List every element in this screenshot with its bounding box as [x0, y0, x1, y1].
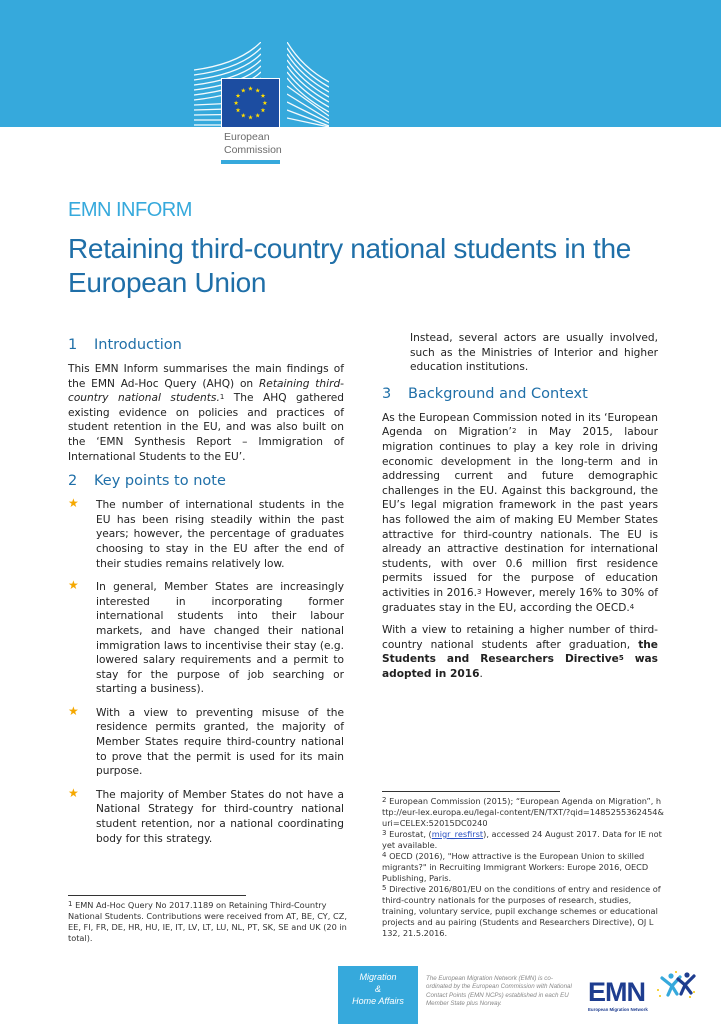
footnote-number: 1	[68, 900, 73, 908]
bold-directive-name: the Students and Researchers Directive	[382, 638, 658, 666]
section-title: Background and Context	[408, 385, 588, 402]
section-number: 3	[382, 385, 392, 402]
eu-flag-logo	[221, 78, 280, 128]
paragraph-text: However, merely 16% to 30% of graduates stay in the EU, according the OECD.	[382, 586, 658, 614]
badge-line-2: &	[374, 984, 381, 994]
list-item	[68, 785, 344, 846]
footnote-divider-right	[382, 791, 560, 792]
list-item-text: The number of international students in the EU has been rising steadily within the past years; however, the percentage of graduates choosing to stay in the EU after the end of their studies remains relatively low.	[96, 499, 344, 570]
list-item	[68, 498, 344, 571]
intro-paragraph	[68, 362, 344, 464]
footnote-text: ), accessed 24 August 2017. Data for IE not yet available.	[382, 829, 662, 850]
eu-flag-star-icon	[234, 101, 239, 106]
eu-flag-star-icon	[236, 93, 241, 98]
wordmark-line-1: European	[224, 131, 270, 143]
section-heading-background	[382, 385, 658, 403]
footnote-number: 2	[382, 796, 387, 804]
section-heading-introduction	[68, 336, 344, 354]
list-item-text: With a view to preventing misuse of the residence permits granted, the majority of Member States require third-country national to prove that the permit is used for its main purpose.	[96, 706, 344, 778]
wordmark-underline	[221, 160, 280, 164]
series-label: EMN INFORM	[68, 199, 192, 221]
eu-flag-star-icon	[263, 101, 268, 106]
eu-flag-star-icon	[261, 108, 266, 113]
intro-text-cont: The AHQ gathered existing evidence on policies and practices of student retention in the EU, and was also built on the ‘EMN Synthesis Report – Immigration of International Students to the EU’.	[68, 392, 344, 463]
footnote-number: 5	[382, 884, 387, 892]
footnote-text: Directive 2016/801/EU on the conditions of entry and residence of third-country nationals for the purposes of research, studies, training, voluntary service, pupil exchange schemes or educational projects and au pairing (Students and Researchers Directive), OJ L 132, 21.5.2016.	[382, 884, 661, 938]
footnote-text: OECD (2016), "How attractive is the European Union to skilled migrants?" in Recruiting Immigrant Workers: Europe 2016, OECD Publishing, Paris.	[382, 851, 649, 883]
eu-flag-star-icon	[241, 113, 246, 118]
list-item-text: In general, Member States are increasingly interested in incorporating former international students into their labour markets, and have changed their national immigration laws to incentivise their stay (e.g. lowered salary requirements and a permit to stay for the purpose of job searching or starting a business).	[96, 581, 344, 696]
document-title: Retaining third-country national students in the European Union	[68, 233, 632, 298]
emn-people-icon	[654, 970, 698, 1000]
background-paragraph-2	[382, 623, 658, 681]
footnote-5	[382, 884, 664, 939]
paragraph-text: in May 2015, labour migration continues to play a key role in driving economic development in the long-term and in addressing current and future demographic challenges in the EU. Against this background, the EU’s legal migration framework in the past years has followed the aim of making EU Member States attractive for third-country nationals. The EU is already an attractive destination for international students, with over 0.6 million first residence permits issued for the purpose of education activities in 2016.	[382, 426, 658, 599]
right-column	[382, 331, 658, 689]
section-number: 2	[68, 473, 78, 490]
list-item	[68, 703, 344, 779]
migration-home-affairs-badge	[338, 966, 418, 1024]
footnote-ref-5[interactable]: 5	[618, 654, 624, 663]
footnote-ref-4[interactable]: 4	[629, 602, 635, 611]
key-points-list	[68, 498, 344, 846]
commission-building-right-graphic	[287, 42, 329, 127]
footnote-text: EMN Ad-Hoc Query No 2017.1189 on Retaining Third-Country National Students. Contributions were received from AT, BE, CY, CZ, EE, FI, FR, DE, HR, HU, IE, IT, LV, LT, LU, NL, PT, SK, SE and UK (20 in total).	[68, 900, 347, 943]
eu-flag-star-icon	[241, 88, 246, 93]
eu-flag-star-icon	[255, 88, 260, 93]
paragraph-text: .	[479, 667, 483, 680]
emn-logo-wordmark: EMN	[588, 977, 645, 1007]
badge-line-1: Migration	[359, 972, 397, 982]
section-heading-key-points	[68, 472, 344, 490]
footnote-number: 3	[382, 829, 387, 837]
paragraph-text: With a view to retaining a higher number of third-country national students after graduation,	[382, 624, 658, 651]
footnote-3	[382, 829, 664, 851]
star-icon: ★	[68, 578, 79, 593]
background-paragraph-1	[382, 411, 658, 615]
footnote-text: European Commission (2015); “European Agenda on Migration”, http://eur-lex.europa.eu/legal-content/EN/TXT/?qid=1485255362454&uri=CELEX:52015DC0240	[382, 796, 664, 828]
eu-flag-star-icon	[261, 93, 266, 98]
eurostat-dataset-link[interactable]: migr_resfirst	[431, 829, 484, 839]
bold-text: was adopted in 2016	[382, 653, 658, 680]
section-number: 1	[68, 337, 78, 353]
footnote-text: Eurostat, (	[386, 829, 432, 839]
key-points-continuation: Instead, several actors are usually involved, such as the Ministries of Interior and higher education institutions.	[410, 332, 658, 374]
emn-logo	[588, 970, 698, 1015]
intro-text: This EMN Inform summarises the main findings of the EMN Ad-Hoc Query (AHQ) on	[68, 363, 344, 390]
left-column	[68, 336, 344, 855]
list-item	[68, 580, 344, 697]
emn-logo-subtitle: European Migration Network	[588, 1007, 648, 1012]
footnote-2	[382, 796, 664, 829]
footnote-4	[382, 851, 664, 884]
star-icon: ★	[68, 496, 79, 511]
emn-description: The European Migration Network (EMN) is co-ordinated by the European Commission with National Contact Points (EMN NCPs) established in each EU Member State plus Norway.	[426, 975, 572, 1007]
star-icon: ★	[68, 785, 79, 800]
footnote-ref-3[interactable]: 3	[477, 587, 482, 596]
eu-flag-star-icon	[255, 113, 260, 118]
eu-flag-star-icon	[236, 108, 241, 113]
european-commission-wordmark	[224, 131, 282, 156]
footnote-divider-left	[68, 895, 246, 896]
eu-flag-star-icon	[248, 86, 253, 91]
list-item-text: The majority of Member States do not have a National Strategy for third-country national student retention, nor a national coordinating body for this strategy.	[96, 788, 344, 845]
footnote-ref-2[interactable]: 2	[511, 427, 517, 436]
intro-italic-title: Retaining third-country national students.	[68, 377, 344, 405]
footnote-number: 4	[382, 851, 387, 859]
footnote-ref-1[interactable]: 1	[219, 393, 225, 402]
footnote-1	[68, 900, 348, 944]
eu-flag-star-icon	[248, 115, 253, 120]
section-title: Key points to note	[94, 473, 226, 490]
header-banner	[0, 0, 721, 127]
paragraph-text: As the European Commission noted in its ‘European Agenda on Migration’	[382, 411, 658, 439]
star-icon: ★	[68, 703, 79, 718]
footnotes-right	[382, 796, 664, 939]
footnotes-left	[68, 900, 348, 944]
section-title: Introduction	[94, 337, 182, 353]
badge-line-3: Home Affairs	[352, 996, 404, 1006]
wordmark-line-2: Commission	[224, 143, 282, 156]
